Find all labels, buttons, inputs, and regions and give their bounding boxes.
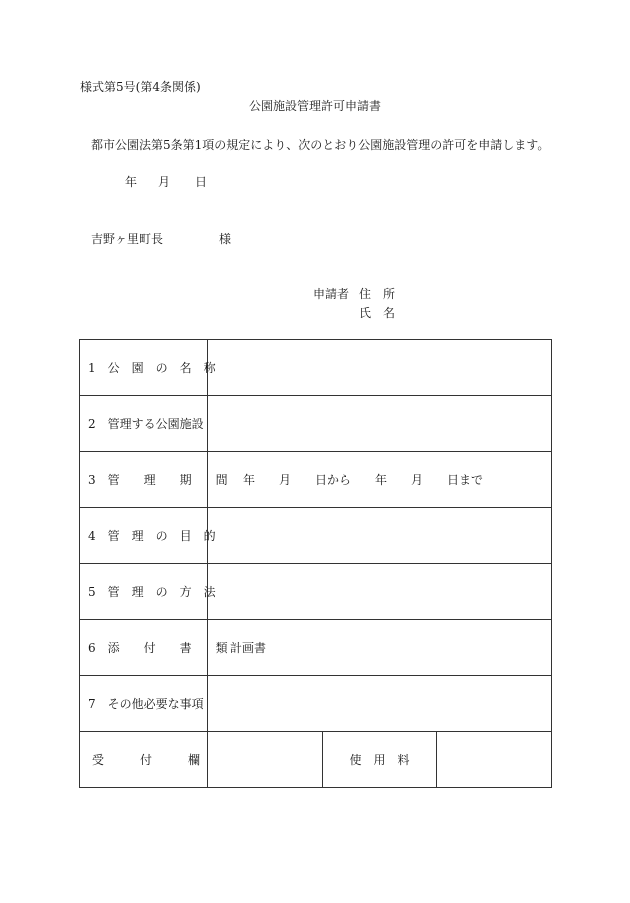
row-value-attachments[interactable]: 計画書 <box>208 620 552 676</box>
applicant-name-row <box>313 306 395 325</box>
application-form-table <box>79 339 552 788</box>
table-row <box>80 508 552 564</box>
applicant-block <box>313 287 395 325</box>
reception-value[interactable] <box>208 732 323 788</box>
reception-label: 受 付 欄 <box>80 732 208 788</box>
row-label-park-name: 1 公 園 の 名 称 <box>80 340 208 396</box>
applicant-name-label: 氏 名 <box>359 306 396 320</box>
row-value-park-name[interactable] <box>208 340 552 396</box>
addressee-name: 吉野ヶ里町長 <box>91 232 164 246</box>
row-value-facility[interactable] <box>208 396 552 452</box>
date-day-label: 日 <box>195 175 208 189</box>
applicant-address-row <box>313 287 395 306</box>
document-title: 公園施設管理許可申請書 <box>248 99 381 113</box>
date-line <box>125 175 207 189</box>
fee-label: 使 用 料 <box>323 732 437 788</box>
fee-value[interactable] <box>437 732 552 788</box>
row-label-facility: 2 管理する公園施設 <box>80 396 208 452</box>
table-row <box>80 676 552 732</box>
table-row <box>80 564 552 620</box>
applicant-address-label: 住 所 <box>359 287 396 301</box>
row-label-purpose: 4 管 理 の 目 的 <box>80 508 208 564</box>
table-row <box>80 396 552 452</box>
application-statement: 都市公園法第5条第1項の規定により、次のとおり公園施設管理の許可を申請します。 <box>91 138 550 152</box>
row-label-attachments: 6 添 付 書 類 <box>80 620 208 676</box>
row-value-other[interactable] <box>208 676 552 732</box>
row-value-period[interactable]: 年 月 日から 年 月 日まで <box>208 452 552 508</box>
date-month-label: 月 <box>158 175 171 189</box>
table-row <box>80 340 552 396</box>
form-number: 様式第5号(第4条関係) <box>80 80 201 94</box>
addressee-honorific: 様 <box>219 232 232 246</box>
row-label-method: 5 管 理 の 方 法 <box>80 564 208 620</box>
applicant-role: 申請者 <box>313 287 350 301</box>
table-row <box>80 620 552 676</box>
addressee <box>91 232 231 246</box>
row-label-other: 7 その他必要な事項 <box>80 676 208 732</box>
row-value-purpose[interactable] <box>208 508 552 564</box>
table-row <box>80 732 552 788</box>
row-value-method[interactable] <box>208 564 552 620</box>
row-label-period: 3 管 理 期 間 <box>80 452 208 508</box>
table-row <box>80 452 552 508</box>
date-year-label: 年 <box>125 175 138 189</box>
